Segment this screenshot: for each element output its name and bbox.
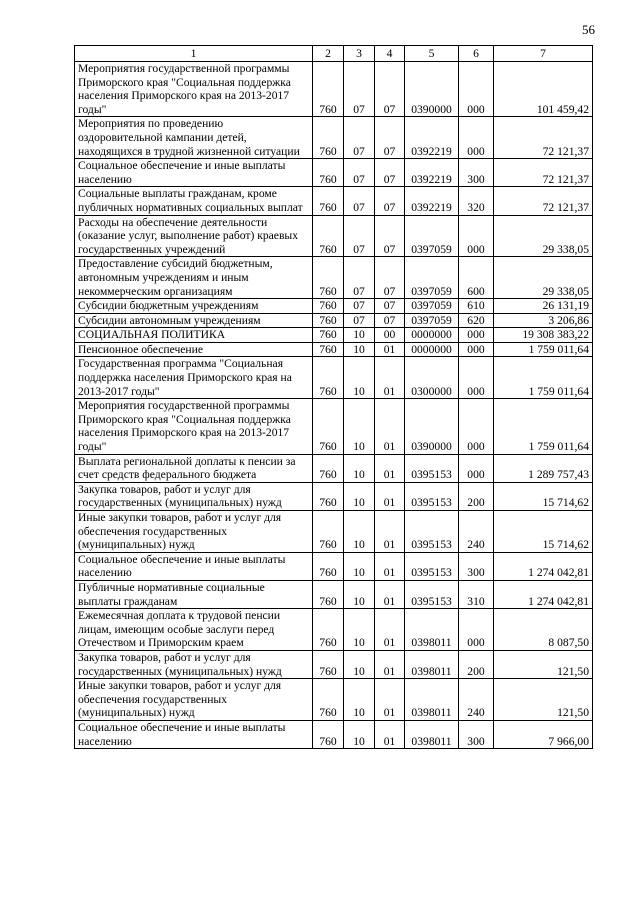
- row-code-cell: 01: [375, 580, 405, 608]
- row-amount-cell: 72 121,37: [494, 159, 593, 187]
- row-amount-cell: 15 714,62: [494, 511, 593, 553]
- table-row: [75, 215, 593, 257]
- row-code-cell: 0390000: [405, 62, 459, 117]
- row-code-cell: 760: [313, 679, 344, 721]
- row-code-cell: 07: [375, 299, 405, 314]
- row-code-cell: 300: [459, 720, 494, 748]
- row-code-cell: 610: [459, 299, 494, 314]
- row-code-cell: 07: [375, 313, 405, 328]
- row-code-cell: 10: [344, 454, 375, 482]
- row-name-cell: Расходы на обеспечение деятельности (оказание услуг, выполнение работ) краевых государственных учреждений: [75, 215, 313, 257]
- row-code-cell: 0392219: [405, 159, 459, 187]
- row-code-cell: 10: [344, 609, 375, 651]
- table-row: [75, 159, 593, 187]
- row-code-cell: 00: [375, 328, 405, 343]
- row-code-cell: 07: [375, 62, 405, 117]
- column-header: 6: [459, 46, 494, 62]
- row-code-cell: 07: [344, 62, 375, 117]
- row-code-cell: 01: [375, 482, 405, 510]
- row-code-cell: 760: [313, 342, 344, 357]
- row-code-cell: 01: [375, 342, 405, 357]
- row-code-cell: 07: [375, 215, 405, 257]
- row-amount-cell: 121,50: [494, 650, 593, 678]
- table-row: [75, 720, 593, 748]
- column-header: 7: [494, 46, 593, 62]
- row-name-cell: Публичные нормативные социальные выплаты гражданам: [75, 580, 313, 608]
- table-row: [75, 482, 593, 510]
- row-code-cell: 01: [375, 357, 405, 399]
- row-code-cell: 10: [344, 552, 375, 580]
- row-code-cell: 0398011: [405, 679, 459, 721]
- table-row: [75, 313, 593, 328]
- page-number: 56: [582, 22, 595, 37]
- row-code-cell: 07: [375, 187, 405, 215]
- row-code-cell: 10: [344, 511, 375, 553]
- row-name-cell: Мероприятия государственной программы Приморского края "Социальная поддержка населения Приморского края на 2013-2017 годы": [75, 62, 313, 117]
- row-amount-cell: 101 459,42: [494, 62, 593, 117]
- row-code-cell: 01: [375, 609, 405, 651]
- row-code-cell: 01: [375, 679, 405, 721]
- row-code-cell: 10: [344, 580, 375, 608]
- row-code-cell: 0397059: [405, 257, 459, 299]
- row-amount-cell: 29 338,05: [494, 215, 593, 257]
- row-code-cell: 0398011: [405, 609, 459, 651]
- table-row: [75, 511, 593, 553]
- row-code-cell: 10: [344, 328, 375, 343]
- table-row: [75, 328, 593, 343]
- row-code-cell: 200: [459, 650, 494, 678]
- row-code-cell: 000: [459, 328, 494, 343]
- table-row: [75, 580, 593, 608]
- row-code-cell: 760: [313, 482, 344, 510]
- row-code-cell: 0397059: [405, 215, 459, 257]
- row-code-cell: 0395153: [405, 552, 459, 580]
- column-header: 1: [75, 46, 313, 62]
- row-code-cell: 0392219: [405, 117, 459, 159]
- row-code-cell: 200: [459, 482, 494, 510]
- row-code-cell: 0395153: [405, 454, 459, 482]
- row-name-cell: Предоставление субсидий бюджетным, автономным учреждениям и иным некоммерческим организациям: [75, 257, 313, 299]
- row-code-cell: 0397059: [405, 313, 459, 328]
- row-code-cell: 760: [313, 609, 344, 651]
- row-code-cell: 07: [344, 299, 375, 314]
- row-code-cell: 760: [313, 257, 344, 299]
- row-code-cell: 760: [313, 399, 344, 454]
- row-code-cell: 240: [459, 679, 494, 721]
- row-code-cell: 760: [313, 299, 344, 314]
- row-name-cell: Социальное обеспечение и иные выплаты населению: [75, 552, 313, 580]
- row-code-cell: 01: [375, 511, 405, 553]
- column-header: 2: [313, 46, 344, 62]
- row-code-cell: 760: [313, 159, 344, 187]
- row-code-cell: 07: [344, 313, 375, 328]
- table-row: [75, 187, 593, 215]
- row-name-cell: Мероприятия по проведению оздоровительной кампании детей, находящихся в трудной жизненной ситуации: [75, 117, 313, 159]
- row-name-cell: Пенсионное обеспечение: [75, 342, 313, 357]
- row-name-cell: Иные закупки товаров, работ и услуг для обеспечения государственных (муниципальных) нужд: [75, 679, 313, 721]
- column-header: 4: [375, 46, 405, 62]
- row-code-cell: 10: [344, 482, 375, 510]
- row-code-cell: 760: [313, 650, 344, 678]
- row-code-cell: 0395153: [405, 580, 459, 608]
- row-code-cell: 0000000: [405, 328, 459, 343]
- row-code-cell: 000: [459, 357, 494, 399]
- row-code-cell: 0395153: [405, 482, 459, 510]
- table-row: [75, 552, 593, 580]
- row-code-cell: 000: [459, 117, 494, 159]
- row-code-cell: 01: [375, 552, 405, 580]
- row-name-cell: Социальные выплаты гражданам, кроме публичных нормативных социальных выплат: [75, 187, 313, 215]
- row-code-cell: 07: [344, 257, 375, 299]
- budget-table: [74, 45, 593, 749]
- row-code-cell: 07: [375, 117, 405, 159]
- row-code-cell: 07: [344, 117, 375, 159]
- row-name-cell: Государственная программа "Социальная поддержка населения Приморского края на 2013-2017 годы": [75, 357, 313, 399]
- row-amount-cell: 1 759 011,64: [494, 357, 593, 399]
- table-row: [75, 399, 593, 454]
- row-code-cell: 07: [375, 257, 405, 299]
- row-code-cell: 600: [459, 257, 494, 299]
- row-code-cell: 0398011: [405, 650, 459, 678]
- row-code-cell: 760: [313, 552, 344, 580]
- column-header: 3: [344, 46, 375, 62]
- row-code-cell: 000: [459, 454, 494, 482]
- row-name-cell: Иные закупки товаров, работ и услуг для обеспечения государственных (муниципальных) нужд: [75, 511, 313, 553]
- row-code-cell: 07: [344, 215, 375, 257]
- table-row: [75, 117, 593, 159]
- row-amount-cell: 26 131,19: [494, 299, 593, 314]
- row-amount-cell: 1 759 011,64: [494, 342, 593, 357]
- table-header-row: [75, 46, 593, 62]
- row-code-cell: 07: [344, 187, 375, 215]
- row-code-cell: 10: [344, 679, 375, 721]
- row-code-cell: 760: [313, 117, 344, 159]
- row-amount-cell: 1 759 011,64: [494, 399, 593, 454]
- row-code-cell: 760: [313, 580, 344, 608]
- table-row: [75, 299, 593, 314]
- table-row: [75, 257, 593, 299]
- row-amount-cell: 121,50: [494, 679, 593, 721]
- column-header: 5: [405, 46, 459, 62]
- row-code-cell: 000: [459, 609, 494, 651]
- row-code-cell: 760: [313, 357, 344, 399]
- row-code-cell: 240: [459, 511, 494, 553]
- row-code-cell: 000: [459, 215, 494, 257]
- row-amount-cell: 3 206,86: [494, 313, 593, 328]
- row-code-cell: 760: [313, 328, 344, 343]
- table-row: [75, 62, 593, 117]
- row-code-cell: 10: [344, 650, 375, 678]
- row-name-cell: Ежемесячная доплата к трудовой пенсии лицам, имеющим особые заслуги перед Отечеством и Приморским краем: [75, 609, 313, 651]
- table-row: [75, 357, 593, 399]
- row-code-cell: 01: [375, 720, 405, 748]
- row-code-cell: 10: [344, 342, 375, 357]
- row-code-cell: 000: [459, 399, 494, 454]
- row-code-cell: 000: [459, 342, 494, 357]
- row-amount-cell: 29 338,05: [494, 257, 593, 299]
- row-amount-cell: 7 966,00: [494, 720, 593, 748]
- row-code-cell: 0390000: [405, 399, 459, 454]
- row-code-cell: 760: [313, 215, 344, 257]
- row-name-cell: СОЦИАЛЬНАЯ ПОЛИТИКА: [75, 328, 313, 343]
- row-code-cell: 310: [459, 580, 494, 608]
- row-name-cell: Субсидии автономным учреждениям: [75, 313, 313, 328]
- row-amount-cell: 8 087,50: [494, 609, 593, 651]
- row-code-cell: 01: [375, 399, 405, 454]
- row-code-cell: 760: [313, 187, 344, 215]
- row-code-cell: 0398011: [405, 720, 459, 748]
- table-row: [75, 609, 593, 651]
- row-code-cell: 760: [313, 313, 344, 328]
- row-name-cell: Мероприятия государственной программы Приморского края "Социальная поддержка населения Приморского края на 2013-2017 годы": [75, 399, 313, 454]
- row-amount-cell: 15 714,62: [494, 482, 593, 510]
- row-name-cell: Выплата региональной доплаты к пенсии за счет средств федерального бюджета: [75, 454, 313, 482]
- row-code-cell: 07: [375, 159, 405, 187]
- row-code-cell: 300: [459, 552, 494, 580]
- row-code-cell: 0397059: [405, 299, 459, 314]
- row-amount-cell: 1 274 042,81: [494, 580, 593, 608]
- row-code-cell: 10: [344, 720, 375, 748]
- row-code-cell: 760: [313, 454, 344, 482]
- row-code-cell: 760: [313, 62, 344, 117]
- row-name-cell: Закупка товаров, работ и услуг для государственных (муниципальных) нужд: [75, 482, 313, 510]
- table-row: [75, 650, 593, 678]
- row-amount-cell: 19 308 383,22: [494, 328, 593, 343]
- row-name-cell: Социальное обеспечение и иные выплаты населению: [75, 720, 313, 748]
- row-amount-cell: 1 274 042,81: [494, 552, 593, 580]
- table-row: [75, 342, 593, 357]
- row-code-cell: 300: [459, 159, 494, 187]
- row-code-cell: 320: [459, 187, 494, 215]
- row-code-cell: 0395153: [405, 511, 459, 553]
- row-code-cell: 620: [459, 313, 494, 328]
- row-code-cell: 760: [313, 720, 344, 748]
- row-name-cell: Субсидии бюджетным учреждениям: [75, 299, 313, 314]
- table-row: [75, 679, 593, 721]
- row-amount-cell: 1 289 757,43: [494, 454, 593, 482]
- row-code-cell: 01: [375, 650, 405, 678]
- row-code-cell: 07: [344, 159, 375, 187]
- table-row: [75, 454, 593, 482]
- row-code-cell: 01: [375, 454, 405, 482]
- row-code-cell: 0300000: [405, 357, 459, 399]
- row-amount-cell: 72 121,37: [494, 187, 593, 215]
- row-code-cell: 10: [344, 357, 375, 399]
- row-code-cell: 760: [313, 511, 344, 553]
- row-name-cell: Закупка товаров, работ и услуг для государственных (муниципальных) нужд: [75, 650, 313, 678]
- row-code-cell: 000: [459, 62, 494, 117]
- row-code-cell: 0392219: [405, 187, 459, 215]
- row-amount-cell: 72 121,37: [494, 117, 593, 159]
- row-name-cell: Социальное обеспечение и иные выплаты населению: [75, 159, 313, 187]
- row-code-cell: 10: [344, 399, 375, 454]
- row-code-cell: 0000000: [405, 342, 459, 357]
